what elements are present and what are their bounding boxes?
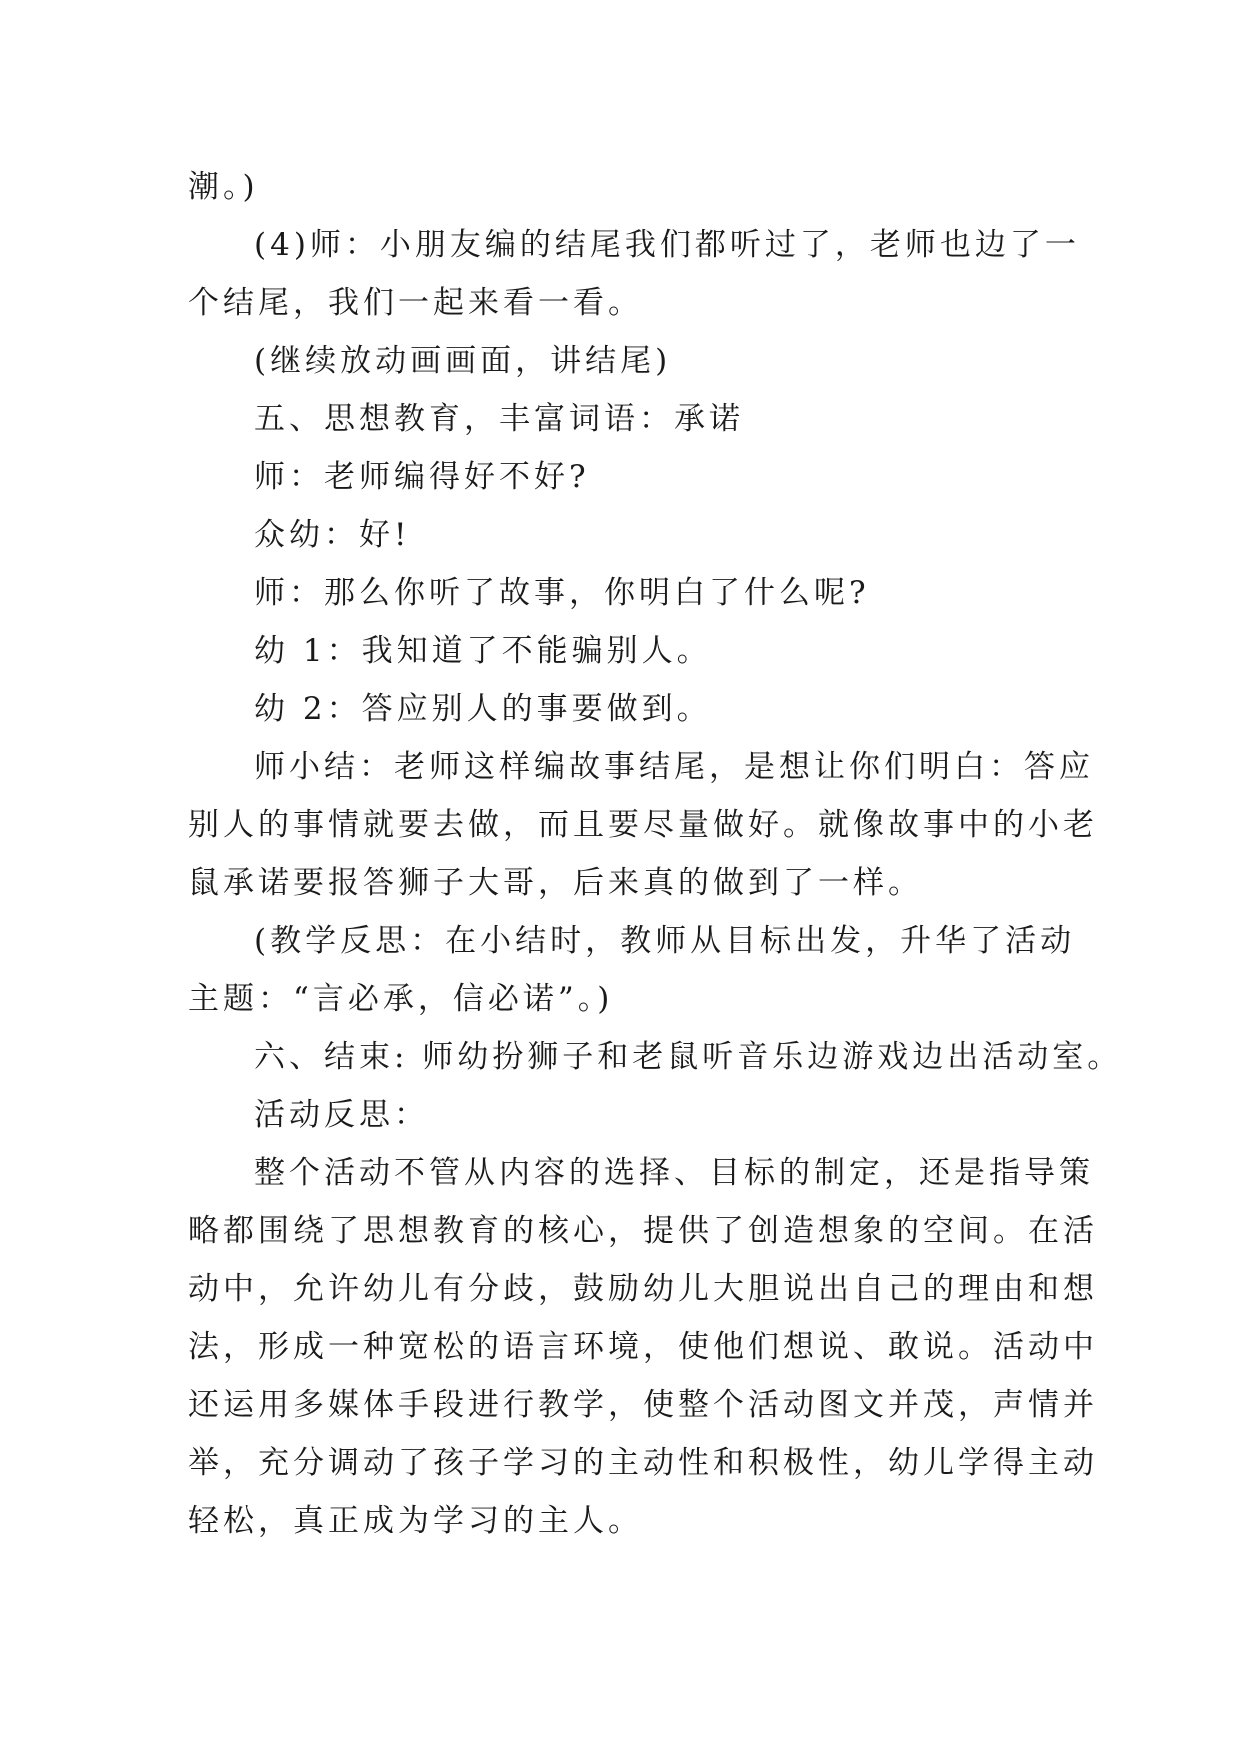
paragraph [188, 1086, 1048, 1144]
paragraph [188, 1144, 1098, 1550]
paragraph [188, 912, 1076, 1028]
paragraph [188, 390, 1048, 448]
paragraph [188, 448, 1048, 506]
paragraph-line: 个结尾，我们一起来看一看。 [188, 285, 643, 321]
paragraph [188, 1028, 1123, 1086]
paragraph-line: 轻松，真正成为学习的主人。 [188, 1503, 643, 1539]
paragraph-line: 还运用多媒体手段进行教学，使整个活动图文并茂，声情并 [188, 1387, 1098, 1423]
paragraph-line: 整个活动不管从内容的选择、目标的制定，还是指导策 [254, 1155, 1094, 1191]
paragraph [188, 158, 1048, 216]
paragraph-line: 幼 1：我知道了不能骗别人。 [254, 633, 712, 669]
paragraph [188, 564, 1048, 622]
paragraph-line: 略都围绕了思想教育的核心，提供了创造想象的空间。在活 [188, 1213, 1098, 1249]
paragraph-line: 动中，允许幼儿有分歧，鼓励幼儿大胆说出自己的理由和想 [188, 1271, 1098, 1307]
paragraph-line: 潮。) [188, 169, 259, 205]
paragraph-line: 六、结束: 师幼扮狮子和老鼠听音乐边游戏边出活动室。 [254, 1039, 1123, 1075]
paragraph [188, 680, 1048, 738]
document-body [188, 158, 1123, 1550]
paragraph [188, 216, 1080, 332]
paragraph-line: (教学反思：在小结时，教师从目标出发，升华了活动 [254, 923, 1076, 959]
paragraph-line: 法，形成一种宽松的语言环境，使他们想说、敢说。活动中 [188, 1329, 1098, 1365]
paragraph [188, 738, 1098, 912]
paragraph-line: 主题：“言必承，信必诺”。) [188, 981, 614, 1017]
paragraph-line: 举，充分调动了孩子学习的主动性和积极性，幼儿学得主动 [188, 1445, 1098, 1481]
paragraph [188, 506, 1048, 564]
paragraph-line: 师：那么你听了故事，你明白了什么呢? [254, 575, 870, 611]
paragraph-line: 众幼：好! [254, 517, 411, 553]
paragraph-line: (继续放动画画面，讲结尾) [254, 343, 672, 379]
paragraph [188, 332, 1048, 390]
paragraph-line: 活动反思： [254, 1097, 429, 1133]
paragraph-line: 师小结：老师这样编故事结尾，是想让你们明白：答应 [254, 749, 1094, 785]
paragraph-line: 别人的事情就要去做，而且要尽量做好。就像故事中的小老 [188, 807, 1098, 843]
paragraph [188, 622, 1048, 680]
paragraph-line: (4)师：小朋友编的结尾我们都听过了，老师也边了一 [254, 227, 1080, 263]
paragraph-line: 师：老师编得好不好? [254, 459, 590, 495]
paragraph-line: 鼠承诺要报答狮子大哥，后来真的做到了一样。 [188, 865, 923, 901]
paragraph-line: 幼 2：答应别人的事要做到。 [254, 691, 712, 727]
paragraph-line: 五、思想教育，丰富词语：承诺 [254, 401, 744, 437]
